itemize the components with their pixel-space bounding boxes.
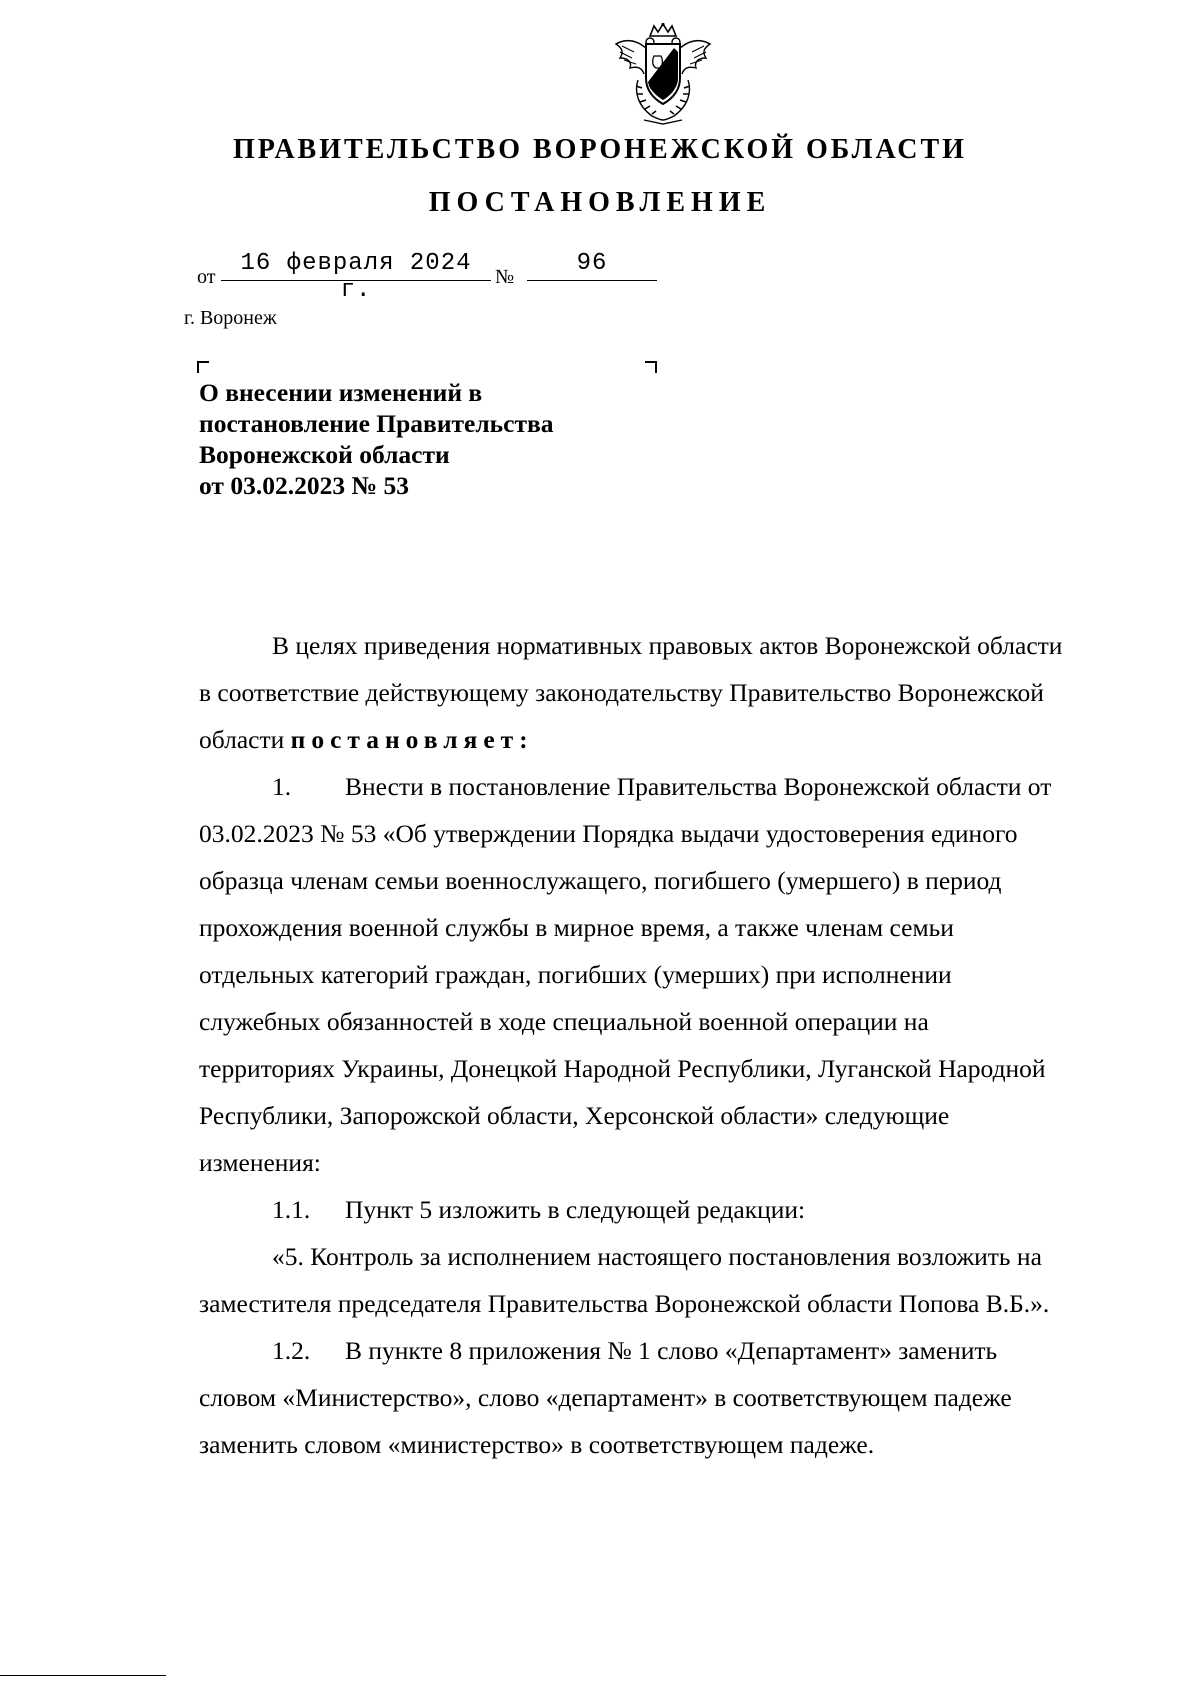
preamble-text: В целях приведения нормативных правовых актов Воронежской области [272,631,1063,660]
preamble-line [199,669,1151,716]
preamble-text: в соответствие действующему законодательству Правительство Воронежской [199,678,1044,707]
item-1-line: служебных обязанностей в ходе специальной военной операции на [199,1007,929,1036]
date-prefix: от [197,266,216,288]
quote-line: заместителя председателя Правительства Воронежской области Попова В.Б.». [199,1289,1050,1318]
quote-line: «5. Контроль за исполнением настоящего постановления возложить на [272,1242,1042,1271]
item-1-line: прохождения военной службы в мирное время, а также членам семьи [199,913,954,942]
preamble-line [199,716,1151,763]
number-prefix: № [495,266,515,288]
preamble-line [199,622,1151,669]
document-body [199,622,1151,1468]
item-number: 1. [272,772,292,801]
resolves-word: постановляет: [290,725,534,754]
government-title: ПРАВИТЕЛЬСТВО ВОРОНЕЖСКОЙ ОБЛАСТИ [233,134,967,165]
item-1-2-line: заменить словом «министерство» в соответствующем падеже. [199,1430,875,1459]
item-1-first-line [199,763,1151,810]
document-subject [199,377,659,501]
subject-corner-right [645,361,657,373]
document-kind-title: ПОСТАНОВЛЕНИЕ [428,187,772,218]
document-date: 16 февраля 2024 г. [221,250,491,281]
item-1-line: изменения: [199,1148,321,1177]
footer-rule [0,1675,166,1676]
item-text: Внести в постановление Правительства Воронежской области от [345,772,1052,801]
subject-line: от 03.02.2023 № 53 [199,471,409,500]
item-1-line: территориях Украины, Донецкой Народной Республики, Луганской Народной [199,1054,1046,1083]
item-number: 1.1. [272,1195,311,1224]
subject-line: Воронежской области [199,440,450,469]
city-label: г. Воронеж [184,307,277,329]
coat-of-arms-icon [608,22,718,126]
preamble-text: области [199,725,285,754]
item-number: 1.2. [272,1336,311,1365]
item-1-2-line [199,1327,1151,1374]
item-1-line: Республики, Запорожской области, Херсонской области» следующие [199,1101,950,1130]
item-1-line: образца членам семьи военнослужащего, погибшего (умершего) в период [199,866,1002,895]
subject-line: постановление Правительства [199,409,554,438]
item-1-line: отдельных категорий граждан, погибших (умерших) при исполнении [199,960,952,989]
subject-line: О внесении изменений в [199,378,483,407]
item-1-2-line: словом «Министерство», слово «департамент» в соответствующем падеже [199,1383,1012,1412]
item-text: Пункт 5 изложить в следующей редакции: [345,1195,806,1224]
document-number: 96 [527,250,657,281]
item-1-line: 03.02.2023 № 53 «Об утверждении Порядка выдачи удостоверения единого [199,819,1018,848]
item-text: В пункте 8 приложения № 1 слово «Департамент» заменить [345,1336,998,1365]
subject-corner-left [197,361,209,373]
item-1-1-line [199,1186,1151,1233]
